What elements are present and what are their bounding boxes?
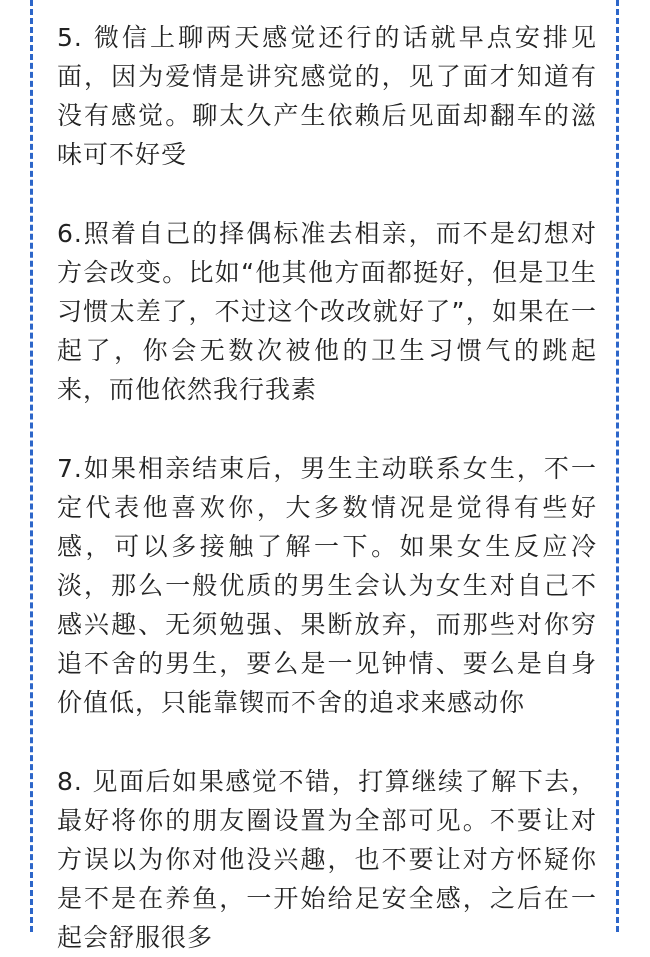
article-body bbox=[57, 18, 597, 957]
paragraph-8: 8. 见面后如果感觉不错，打算继续了解下去，最好将你的朋友圈设置为全部可见。不要让对方误以为你对他没兴趣，也不要让对方怀疑你是不是在养鱼，一开始给足安全感，之后在一起会舒服很多 bbox=[57, 767, 597, 952]
paragraph-5: 5. 微信上聊两天感觉还行的话就早点安排见面，因为爱情是讲究感觉的，见了面才知道有没有感觉。聊太久产生依赖后见面却翻车的滋味可不好受 bbox=[57, 23, 597, 169]
paragraph-6: 6.照着自己的择偶标准去相亲，而不是幻想对方会改变。比如“他其他方面都挺好，但是卫生习惯太差了，不过这个改改就好了”，如果在一起了，你会无数次被他的卫生习惯气的跳起来，而他依然我行我素 bbox=[57, 219, 597, 404]
right-dashed-border bbox=[616, 0, 619, 932]
paragraph-7: 7.如果相亲结束后，男生主动联系女生，不一定代表他喜欢你，大多数情况是觉得有些好感，可以多接触了解一下。如果女生反应冷淡，那么一般优质的男生会认为女生对自己不感兴趣、无须勉强、果断放弃，而那些对你穷追不舍的男生，要么是一见钟情、要么是自身价值低，只能靠锲而不舍的追求来感动你 bbox=[57, 454, 597, 717]
left-dashed-border bbox=[30, 0, 33, 932]
